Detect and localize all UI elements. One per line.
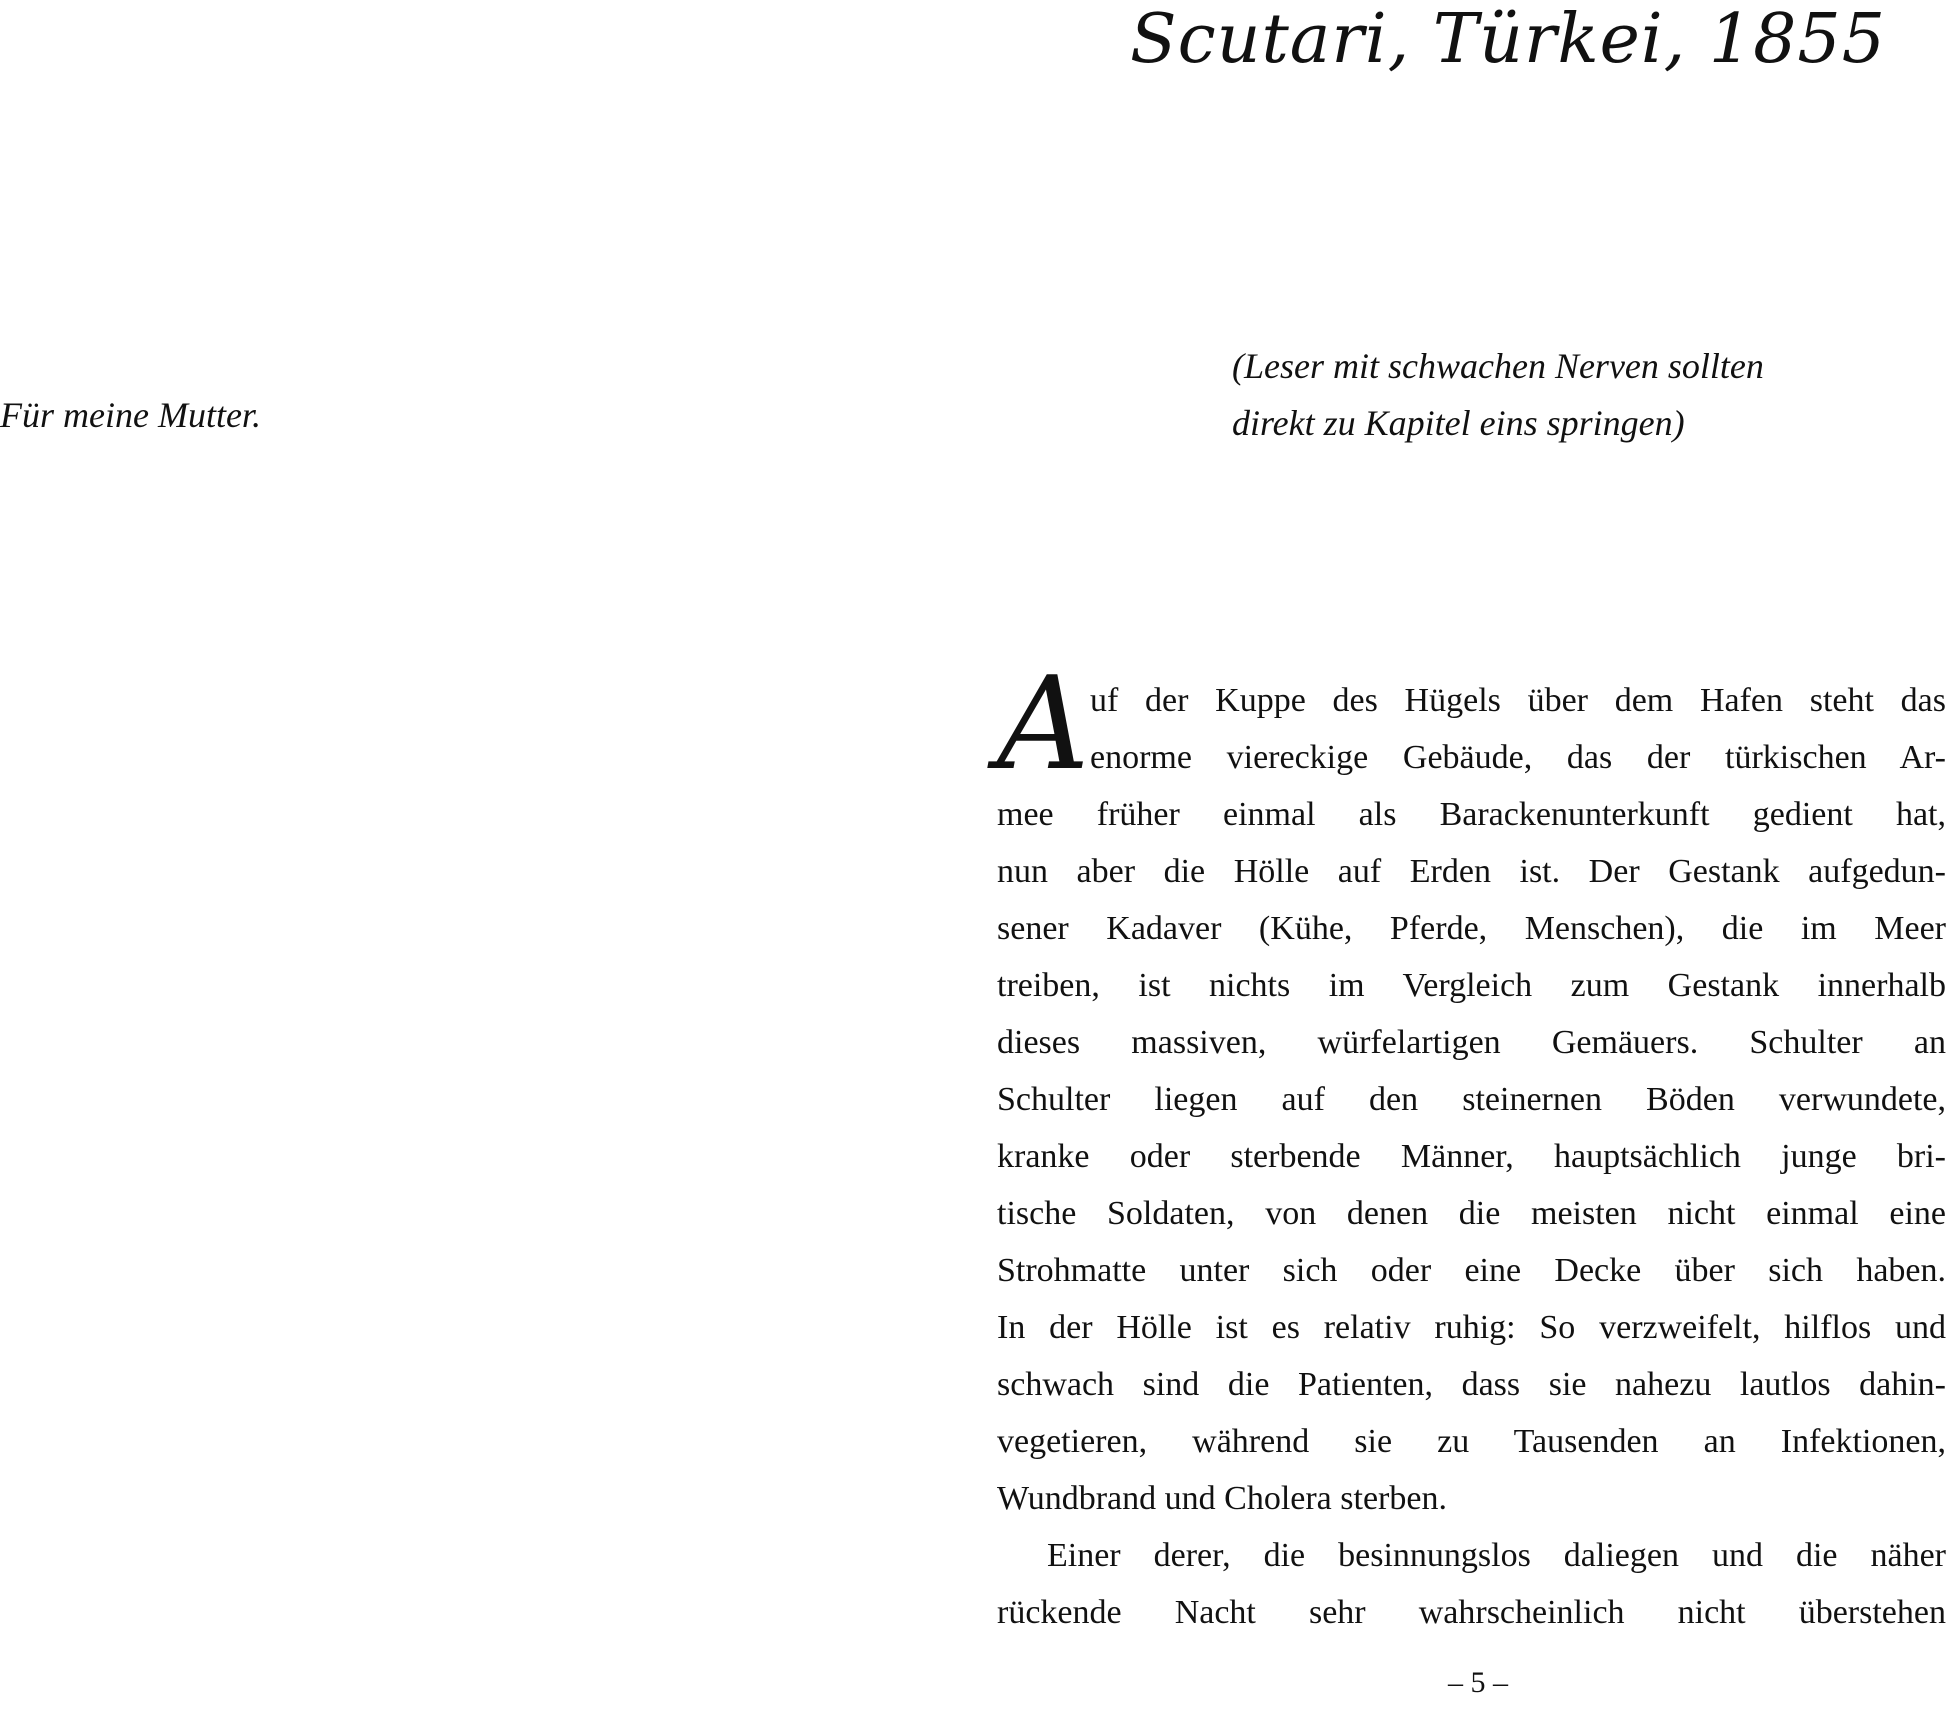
body-line: In der Hölle ist es relativ ruhig: So verzweifelt, hilflos und [997,1309,1946,1346]
body-line: vegetieren, während sie zu Tausenden an Infektionen, [997,1423,1946,1460]
body-line: Wundbrand und Cholera sterben. [997,1480,1447,1517]
body-line: Einer derer, die besinnungslos daliegen und die näher [1047,1537,1946,1574]
dedication: Für meine Mutter. [0,395,261,435]
body-line: uf der Kuppe des Hügels über dem Hafen steht das [1090,682,1946,719]
body-line: rückende Nacht sehr wahrscheinlich nicht überstehen [997,1594,1946,1631]
body-line: treiben, ist nichts im Vergleich zum Gestank innerhalb [997,967,1946,1004]
body-text [997,672,1946,1641]
chapter-title: Scutari, Türkei, 1855 [1130,0,1886,79]
body-line: kranke oder sterbende Männer, hauptsächlich junge bri- [997,1138,1946,1175]
body-line: sener Kadaver (Kühe, Pferde, Menschen), die im Meer [997,910,1946,947]
body-line: enorme viereckige Gebäude, das der türkischen Ar- [1090,739,1946,776]
drop-cap: A [997,650,1090,799]
body-line: mee früher einmal als Barackenunterkunft gedient hat, [997,796,1946,833]
reader-note [1232,338,1764,452]
body-line: schwach sind die Patienten, dass sie nahezu lautlos dahin- [997,1366,1946,1403]
body-line: Strohmatte unter sich oder eine Decke über sich haben. [997,1252,1946,1289]
page-number: – 5 – [1448,1666,1508,1699]
reader-note-line: direkt zu Kapitel eins springen) [1232,403,1685,443]
body-line: dieses massiven, würfelartigen Gemäuers. Schulter an [997,1024,1946,1061]
body-line: tische Soldaten, von denen die meisten nicht einmal eine [997,1195,1946,1232]
reader-note-line: (Leser mit schwachen Nerven sollten [1232,346,1764,386]
body-line: nun aber die Hölle auf Erden ist. Der Gestank aufgedun- [997,853,1946,890]
body-line: Schulter liegen auf den steinernen Böden verwundete, [997,1081,1946,1118]
